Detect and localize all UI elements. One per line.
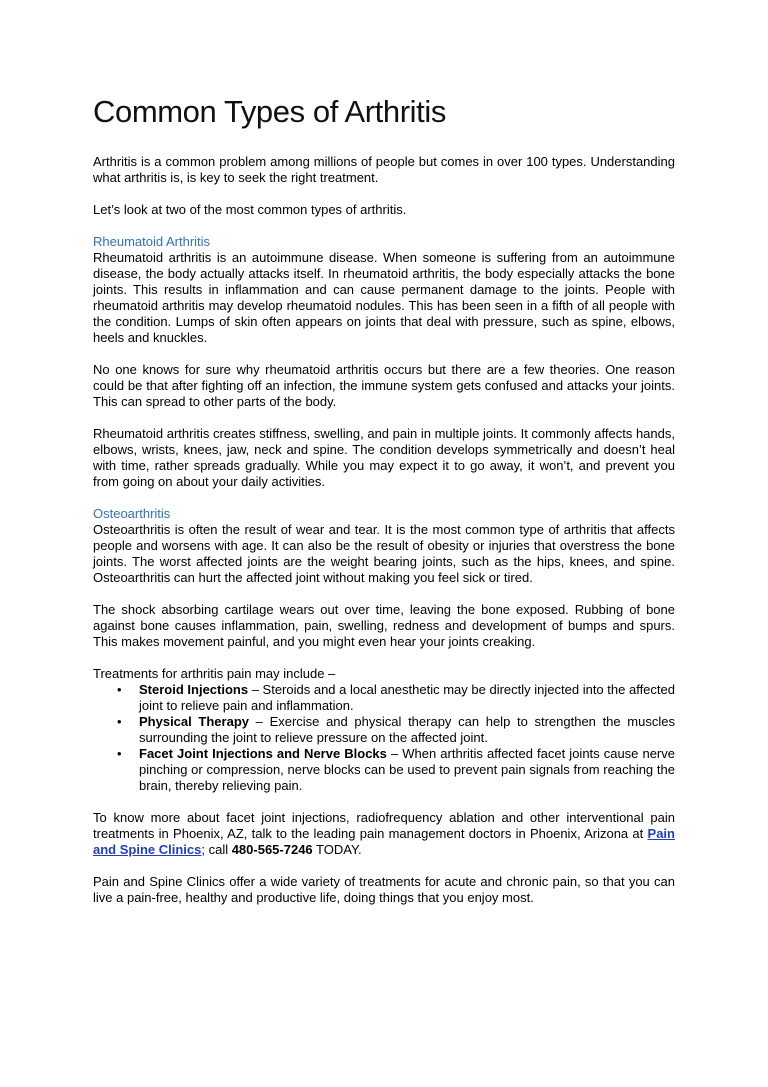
bullet-icon: • bbox=[117, 682, 122, 697]
treatment-text: – Exercise and physical therapy can help to strengthen the muscles surrounding the joint to relieve pressure on the affected joint. bbox=[139, 714, 675, 745]
contact-text-post: TODAY. bbox=[312, 842, 362, 857]
treatments-section bbox=[93, 666, 675, 794]
treatment-term: Facet Joint Injections and Nerve Blocks bbox=[139, 746, 387, 761]
treatment-term: Physical Therapy bbox=[139, 714, 249, 729]
list-item bbox=[117, 714, 675, 746]
rheumatoid-paragraph-2: No one knows for sure why rheumatoid arthritis occurs but there are a few theories. One reason could be that after fighting off an infection, the immune system gets confused and attacks your joints. This can spread to other parts of the body. bbox=[93, 362, 675, 409]
osteo-section bbox=[93, 506, 675, 650]
rheumatoid-paragraph-3: Rheumatoid arthritis creates stiffness, swelling, and pain in multiple joints. It commonly affects hands, elbows, wrists, knees, jaw, neck and spine. The condition develops symmetrically and doesn’t heal with time, rather spreads gradually. While you may expect it to go away, it won’t, and prevent you from going on about your daily activities. bbox=[93, 426, 675, 489]
intro-paragraph-1: Arthritis is a common problem among millions of people but comes in over 100 types. Understanding what arthritis is, is key to seek the right treatment. bbox=[93, 154, 675, 185]
contact-text-pre: To know more about facet joint injections, radiofrequency ablation and other interventional pain treatments in Phoenix, AZ, talk to the leading pain management doctors in Phoenix, Arizona at bbox=[93, 810, 675, 841]
contact-text-mid: ; call bbox=[201, 842, 232, 857]
bullet-icon: • bbox=[117, 714, 122, 729]
rheumatoid-section bbox=[93, 234, 675, 490]
treatment-text: – Steroids and a local anesthetic may be directly injected into the affected joint to relieve pain and inflammation. bbox=[139, 682, 675, 713]
list-item bbox=[117, 746, 675, 794]
intro-paragraph-2: Let’s look at two of the most common types of arthritis. bbox=[93, 202, 407, 217]
clinic-link[interactable]: Pain and Spine Clinics bbox=[93, 826, 675, 857]
bullet-icon: • bbox=[117, 746, 122, 761]
closing-paragraph: Pain and Spine Clinics offer a wide variety of treatments for acute and chronic pain, so that you can live a pain-free, healthy and productive life, doing things that you enjoy most. bbox=[93, 874, 675, 905]
rheumatoid-heading: Rheumatoid Arthritis bbox=[93, 234, 211, 249]
treatment-term: Steroid Injections bbox=[139, 682, 249, 697]
list-item bbox=[117, 682, 675, 714]
treatment-text: – When arthritis affected facet joints cause nerve pinching or compression, nerve blocks can be used to prevent pain signals from reaching the brain, thereby relieving pain. bbox=[139, 746, 675, 793]
contact-paragraph bbox=[93, 810, 675, 858]
treatments-intro: Treatments for arthritis pain may include – bbox=[93, 666, 336, 681]
osteo-paragraph-2: The shock absorbing cartilage wears out over time, leaving the bone exposed. Rubbing of bone against bone causes inflammation, pain, swelling, redness and development of bumps and spurs. This makes movement painful, and you might even hear your joints creaking. bbox=[93, 602, 675, 649]
phone-number: 480-565-7246 bbox=[231, 842, 313, 857]
rheumatoid-paragraph-1: Rheumatoid arthritis is an autoimmune disease. When someone is suffering from an autoimmune disease, the body actually attacks itself. In rheumatoid arthritis, the body especially attacks the bone joints. This results in inflammation and can cause permanent damage to the joints. People with rheumatoid arthritis may develop rheumatoid nodules. This has been seen in a fifth of all people with the condition. Lumps of skin often appears on joints that deal with pressure, such as spine, elbows, heels and knuckles. bbox=[93, 250, 675, 345]
osteo-paragraph-1: Osteoarthritis is often the result of wear and tear. It is the most common type of arthritis that affects people and worsens with age. It can also be the result of obesity or injuries that overstress the bone joints. The worst affected joints are the weight bearing joints, such as the hips, knees, and spine. Osteoarthritis can hurt the affected joint without making you feel sick or tired. bbox=[93, 522, 675, 585]
treatments-list bbox=[93, 682, 675, 794]
osteo-heading: Osteoarthritis bbox=[93, 506, 171, 521]
page-title: Common Types of Arthritis bbox=[93, 94, 446, 129]
